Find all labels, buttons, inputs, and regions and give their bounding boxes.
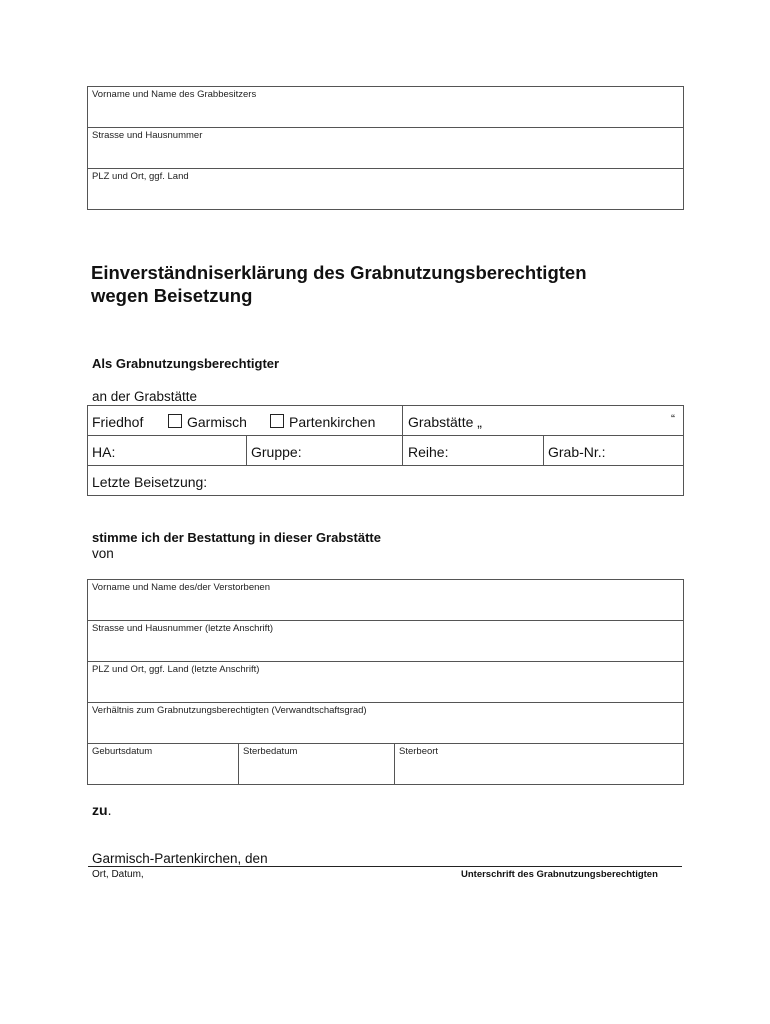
grabstaette-close-quote: “ [671, 412, 675, 426]
zu-dot: . [107, 802, 112, 818]
title-line-1: Einverständniserklärung des Grabnutzungsberechtigten [91, 262, 587, 283]
reihe-label: Reihe: [408, 444, 449, 460]
owner-name-field[interactable] [88, 101, 683, 127]
owner-name-label: Vorname und Name des Grabbesitzers [92, 89, 257, 100]
birth-date-label: Geburtsdatum [92, 746, 153, 757]
grave-row-3 [88, 466, 683, 495]
row2-divider-3 [543, 436, 544, 465]
deceased-relation-field[interactable] [88, 717, 683, 743]
deceased-relation-row [88, 703, 683, 744]
grab-nr-label: Grab-Nr.: [548, 444, 606, 460]
owner-city-field[interactable] [88, 183, 683, 209]
deceased-street-field[interactable] [88, 635, 683, 661]
signature-line [88, 866, 682, 867]
owner-street-row [88, 128, 683, 169]
grabstaette-label: Grabstätte „ [408, 414, 482, 430]
section1-subheading: an der Grabstätte [92, 389, 198, 404]
grabstaette-field[interactable] [508, 408, 668, 434]
deceased-street-label: Strasse und Hausnummer (letzte Anschrift) [92, 623, 274, 634]
grave-row-2 [88, 436, 683, 466]
section2-sub: von [92, 546, 114, 561]
deceased-city-label: PLZ und Ort, ggf. Land (letzte Anschrift) [92, 664, 260, 675]
deceased-street-row [88, 621, 683, 662]
death-place-label: Sterbeort [399, 746, 439, 757]
zu-text [92, 802, 111, 818]
zu-word: zu [92, 802, 108, 818]
row2-divider-2 [402, 436, 403, 465]
owner-city-label: PLZ und Ort, ggf. Land [92, 171, 189, 182]
ha-label: HA: [92, 444, 116, 460]
owner-street-label: Strasse und Hausnummer [92, 130, 203, 141]
death-date-field[interactable] [239, 758, 394, 784]
deceased-box [87, 579, 684, 785]
signature-label: Unterschrift des Grabnutzungsberechtigten [461, 869, 658, 880]
deceased-dates-row [88, 744, 683, 784]
deceased-name-row [88, 580, 683, 621]
garmisch-label: Garmisch [187, 414, 247, 430]
garmisch-checkbox[interactable] [168, 414, 182, 428]
place-date-label: Ort, Datum, [92, 869, 144, 880]
section1-heading: Als Grabnutzungsberechtigter [92, 356, 280, 371]
partenkirchen-label: Partenkirchen [289, 414, 376, 430]
owner-city-row [88, 169, 683, 209]
owner-box [87, 86, 684, 210]
document-title [91, 261, 731, 307]
partenkirchen-checkbox[interactable] [270, 414, 284, 428]
friedhof-label: Friedhof [92, 414, 144, 430]
birth-date-field[interactable] [88, 758, 238, 784]
deceased-relation-label: Verhältnis zum Grabnutzungsberechtigten (Verwandtschaftsgrad) [92, 705, 367, 716]
grave-row-1 [88, 406, 683, 436]
deceased-name-field[interactable] [88, 594, 683, 620]
letzte-beisetzung-field[interactable] [228, 468, 668, 493]
owner-street-field[interactable] [88, 142, 683, 168]
deceased-city-row [88, 662, 683, 703]
row1-divider [402, 406, 403, 435]
place-date-field[interactable] [270, 846, 680, 866]
death-date-label: Sterbedatum [243, 746, 298, 757]
owner-name-row [88, 87, 683, 128]
deceased-name-label: Vorname und Name des/der Verstorbenen [92, 582, 270, 593]
row2-divider-1 [246, 436, 247, 465]
gruppe-label: Gruppe: [251, 444, 302, 460]
death-place-field[interactable] [395, 758, 683, 784]
letzte-beisetzung-label: Letzte Beisetzung: [92, 474, 208, 490]
title-line-2: wegen Beisetzung [91, 285, 253, 306]
deceased-city-field[interactable] [88, 676, 683, 702]
section2-heading: stimme ich der Bestattung in dieser Grabstätte [92, 530, 381, 545]
place-date-text: Garmisch-Partenkirchen, den [92, 851, 268, 866]
grave-table [87, 405, 684, 496]
